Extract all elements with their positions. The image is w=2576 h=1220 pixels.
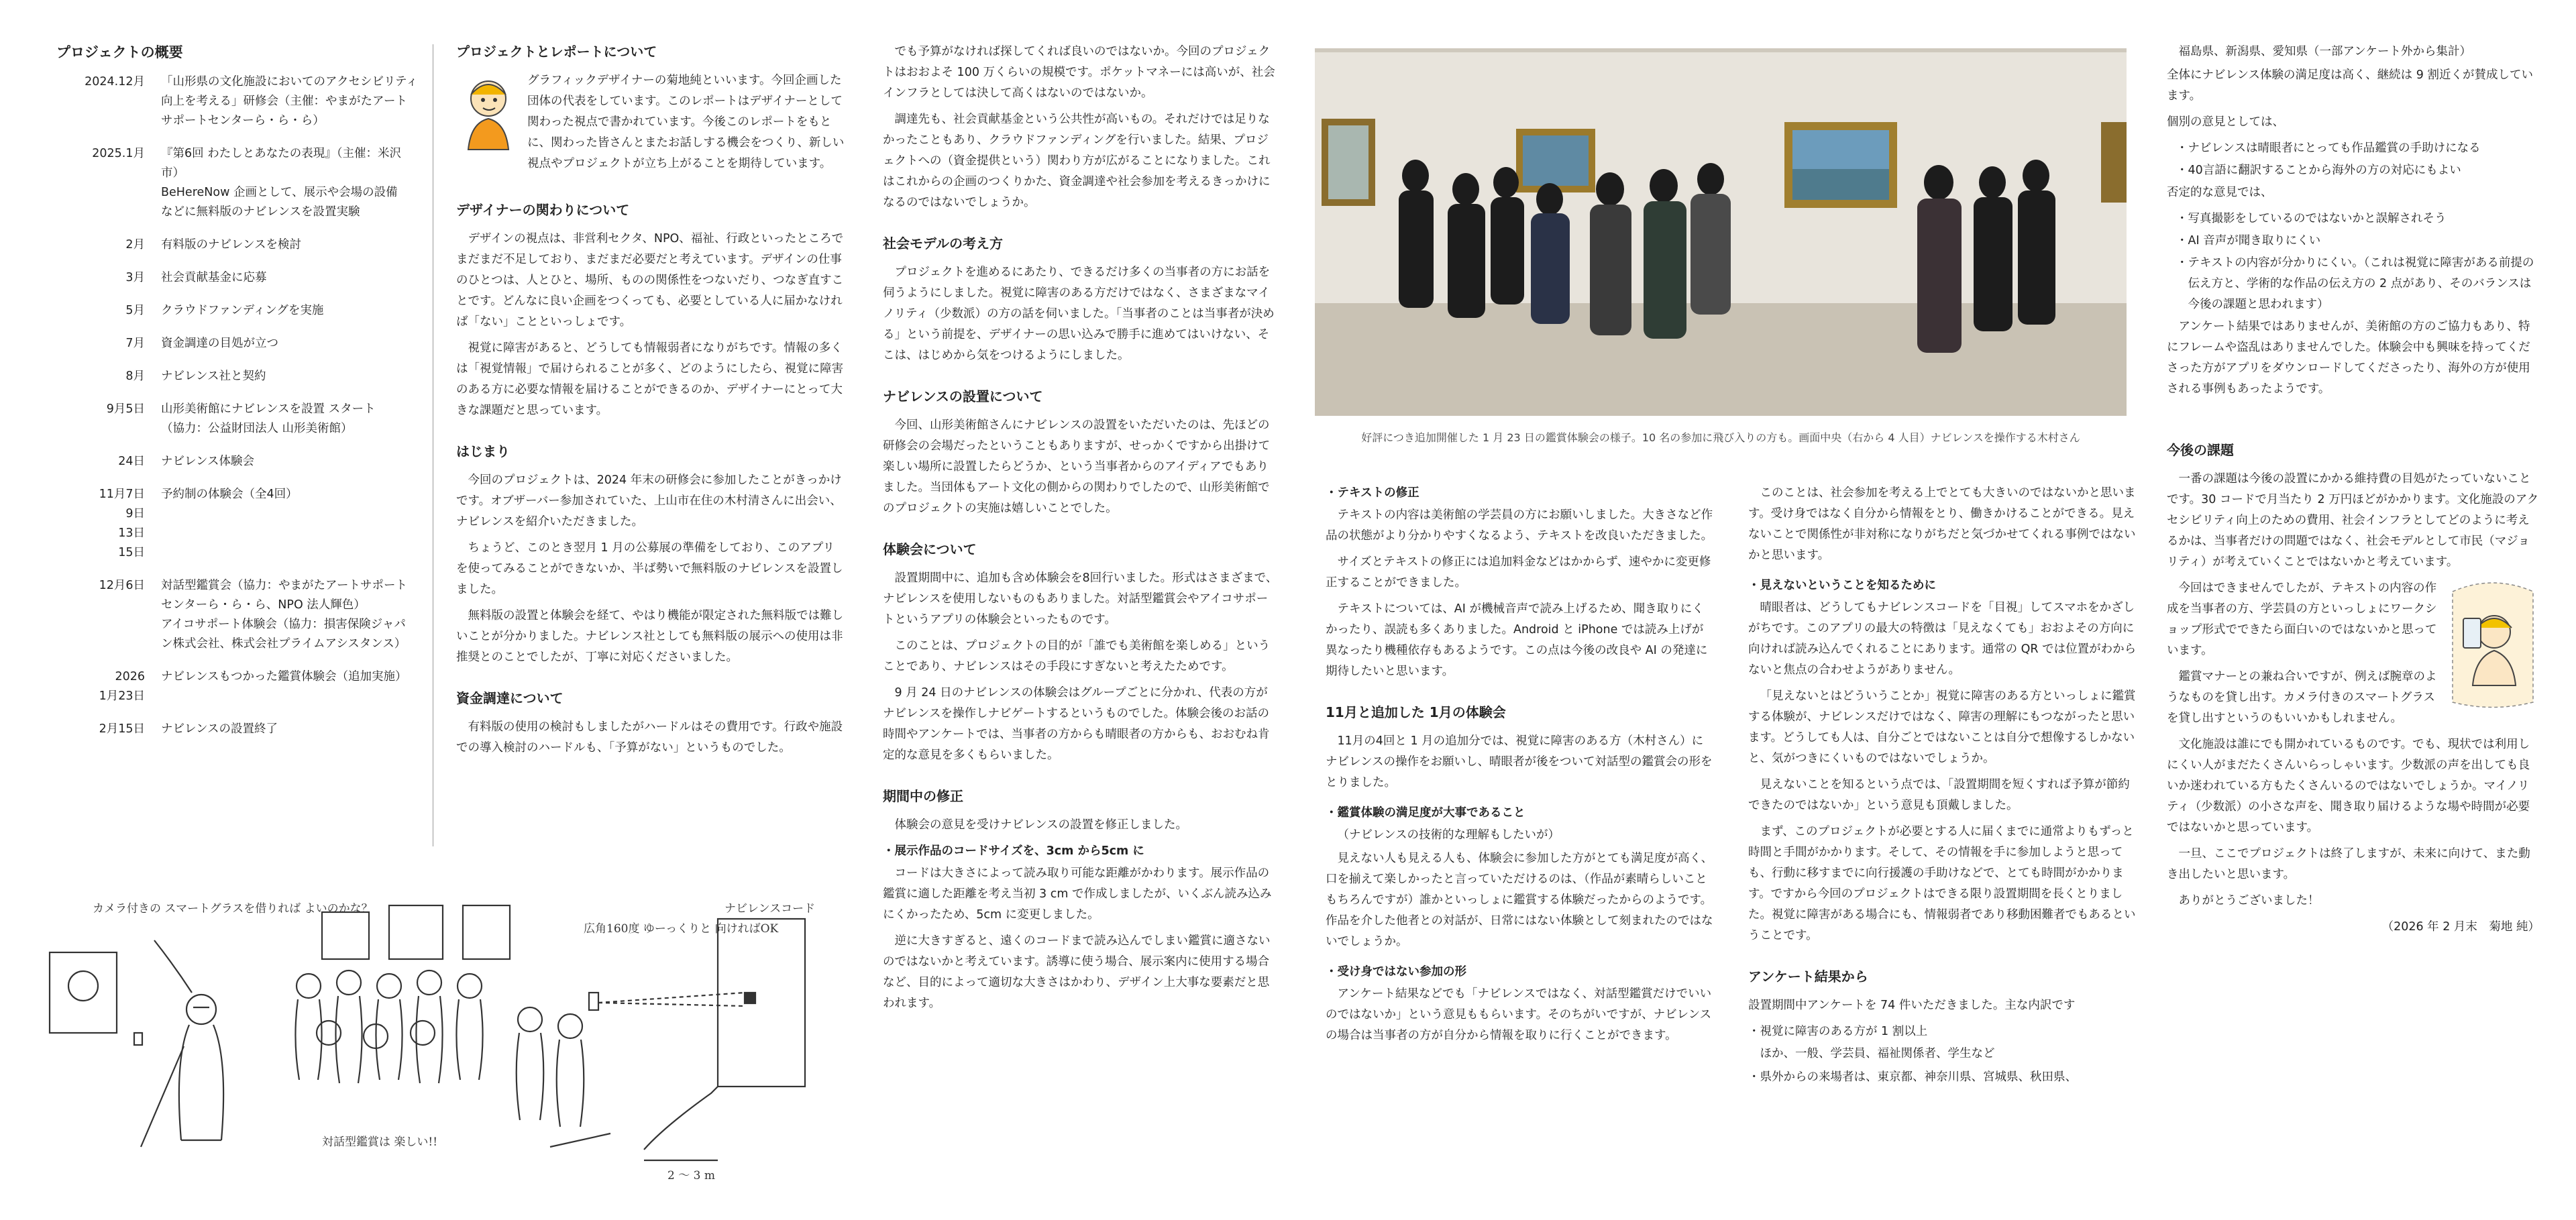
timeline-row [56, 268, 419, 288]
bullet-sub: ほか、一般、学芸員、福祉関係者、学生など [1760, 1047, 1995, 1060]
timeline-text: 社会貢献基金に応募 [161, 271, 267, 284]
timeline-date: 12月6日 [99, 579, 145, 592]
timeline-date: 24日 [118, 455, 145, 468]
paragraph: 見えない人も見える人も、体験会に参加した方がとても満足度が高く、口を揃えて楽しかったと言っていただけるのは、（作品が素晴らしいこともちろんですが）誰かといっしょに鑑賞する体験だったからのようです。作品を介した他者との対話が、日常にはない体験として刻まれたのではないでしょうか。 [1326, 852, 1713, 948]
paragraph: 今回はできませんでしたが、テキストの内容の作成を当事者の方、学芸員の方といっしょにワークショップ形式でできたら面白いのではないかと思っています。 [2167, 581, 2437, 657]
timeline-row [56, 576, 419, 654]
bullet-sub: （ナビレンスの技術的な理解もしたいが） [1337, 828, 1560, 842]
timeline-row [56, 667, 419, 706]
timeline-date: 3月 [125, 271, 145, 284]
timeline-text: 対話型鑑賞会（協力：やまがたアートサポート センターら・ら・ら、NPO 法人輝色） アイコサポート体験会（協力：損害保険ジャパ ン株式会社、株式会社プライムアシスタンス） [161, 579, 407, 651]
column-future [2167, 42, 2540, 938]
author-portrait-illustration [456, 70, 521, 151]
timeline-text: 山形美術館にナビレンスを設置 スタート （協力：公益財団法人 山形美術館） [161, 402, 376, 435]
heading-november: 11月と追加した 1月の体験会 [1326, 704, 1506, 720]
heading-about: プロジェクトとレポートについて [456, 44, 657, 60]
timeline-row [56, 144, 419, 222]
event-photo [1315, 48, 2127, 416]
heading-install: ナビレンスの設置について [883, 388, 1043, 404]
paragraph: テキストの内容は美術館の学芸員の方にお願いしました。大きさなど作品の状態がより分かりやすくなるよう、テキストを改良いただきました。 [1326, 508, 1713, 543]
paragraph: 個別の意見としては、 [2167, 115, 2284, 129]
bullet-opinion: ・AI 音声が聞き取りにくい [2176, 234, 2321, 247]
heading-survey: アンケート結果から [1748, 968, 1868, 985]
bullet-opinion: ・テキストの内容が分かりにくい。（これは視覚に障害がある前提の伝え方と、学術的な作品の伝え方の 2 点があり、そのバランスは今後の課題と思われます） [2176, 256, 2534, 311]
group-sketch [295, 905, 510, 1083]
bullet-active: ・受け身ではない参加の形 [1326, 965, 1466, 979]
column-experience [1326, 483, 1715, 1052]
photo-caption: 好評につき追加開催した 1 月 23 日の鑑賞体験会の様子。10 名の参加に飛び入りの方も。画面中央（右から 4 人目）ナビレンスを操作する木村さん [1361, 431, 2080, 444]
column-knowing [1748, 483, 2137, 1089]
timeline-row [56, 334, 419, 353]
phone-code-sketch [517, 919, 805, 1160]
paragraph: ちょうど、このとき翌月 1 月の公募展の準備をしており、このアプリを使ってみることができないか、半ば勢いで無料版のナビレンスを設置しました。 [456, 541, 843, 596]
bullet-opinion: ・写真撮影をしているのではないかと誤解されそう [2176, 212, 2447, 225]
paragraph: 今回のプロジェクトは、2024 年末の研修会に参加したことがきっかけです。オブザーバー参加されていた、上山市在住の木村清さんに出会い、ナビレンスを紹介いただきました。 [456, 474, 842, 529]
timeline-text: ナビレンスの設置終了 [161, 722, 278, 736]
heading-fix: 期間中の修正 [883, 788, 963, 804]
paragraph: 11月の4回と 1 月の追加分では、視覚に障害のある方（木村さん）にナビレンスの操作をお願いし、晴眼者が後をついて対話型の鑑賞会の形をとりました。 [1326, 734, 1713, 789]
paragraph: コードは大きさによって読み取り可能な距離がかわります。展示作品の鑑賞に適した距離を考え当初 3 cm で作成しましたが、いくぶん読み込みにくかったため、5cm に変更しました。 [883, 867, 1272, 922]
timeline-row [56, 235, 419, 255]
paragraph: 今回、山形美術館さんにナビレンスの設置をいただいたのは、先ほどの研修会の会場だったということもありますが、せっかくですから出掛けて楽しい場所に設置したらどうか、という当事者からのアイディアでもありました。当団体もアート文化の側からの関わりでしたので、山形美術館でのプロジェクトの実施は嬉しいことでした。 [883, 419, 1271, 515]
timeline-text: ナビレンス社と契約 [161, 370, 266, 383]
timeline-text: 予約制の体験会（全4回） [161, 488, 298, 501]
visit-illustrations [40, 892, 818, 1187]
column-about [456, 42, 845, 764]
paragraph: 文化施設は誰にでも開かれているものです。でも、現状では利用しにくい人がまだたくさんいらっしゃいます。少数派の声を出しても良いか迷われている方もたくさんいるのではないでしょうか。マイノリティ（少数派）の小さな声を、聞き取り届けるような場や時間が必要ではないかと思っています。 [2167, 738, 2530, 834]
cane-user-sketch [50, 940, 223, 1147]
bullet-code-size: ・展示作品のコードサイズを、3cm から5cm に [883, 844, 1144, 858]
note-dialogue: 対話型鑑賞は 楽しい!! [322, 1135, 438, 1149]
timeline-date: 2026 1月23日 [99, 670, 145, 703]
timeline-row [56, 301, 419, 321]
timeline-row [56, 485, 419, 563]
timeline-date: 5月 [125, 304, 145, 317]
paragraph: テキストについては、AI が機械音声で読み上げるため、聞き取りにくかったり、誤読も多くありました。Android と iPhone では読み上げが異なったり機種依存もあるようです。この点は今後の改良や AI の発達に期待したいと思います。 [1326, 602, 1708, 678]
paragraph: 鑑賞マナーとの兼ね合いですが、例えば腕章のようなものを貸し出す。カメラ付きのスマートグラスを貸し出すというのもいいかもしれません。 [2167, 670, 2437, 725]
bullet-satisfaction: ・鑑賞体験の満足度が大事であること [1326, 806, 1525, 820]
timeline-text: 資金調達の目処が立つ [161, 337, 278, 350]
paragraph: このことは、社会参加を考える上でとても大きいのではないかと思います。受け身ではなく自分から情報をとり、働きかけることができる。見えないことで関係性が非対称になりがちだと気づかせてくれる事例ではないかと思います。 [1748, 486, 2136, 562]
paragraph: アンケート結果ではありませんが、美術館の方のご協力もあり、特にフレームや盗乱はありませんでした。体験会中も興味を持ってくださった方がアプリをダウンロードしてくださったり、海外の方が使用される事例もあったようです。 [2167, 320, 2530, 396]
paragraph: サイズとテキストの修正には追加料金などはかからず、速やかに変更修正することができました。 [1326, 555, 1711, 590]
timeline-text: ナビレンスもつかった鑑賞体験会（追加実施） [161, 670, 407, 683]
timeline-row [56, 72, 419, 131]
paragraph: アンケート結果などでも「ナビレンスではなく、対話型鑑賞だけでいいのではないか」という意見ももらいます。そのちがいですが、ナビレンスの場合は当事者の方が自分から情報を取りに行くことができます。 [1326, 987, 1712, 1042]
bullet-opinion: ・40言語に翻訳することから海外の方の対応にもよい [2176, 164, 2461, 177]
paragraph: 調達先も、社会貢献基金という公共性が高いもの。それだけでは足りなかったこともあり、クラウドファンディングを行いました。結果、プロジェクトへの（資金提供という）関わり方が広がることになりました。これはこれからの企画のつくりかた、資金調達や社会参加を考えるきっかけになるのではないでしょうか。 [883, 113, 1271, 209]
timeline-row [56, 400, 419, 439]
note-navilens-code: ナビレンスコード [724, 902, 816, 916]
bullet-survey-2: ・県外からの来場者は、東京都、神奈川県、宮城県、秋田県、 [1748, 1070, 2077, 1084]
timeline-date: 9月5日 [106, 402, 145, 416]
paragraph: 有料版の使用の検討もしましたがハードルはその費用です。行政や施設での導入検討のハードルも、「予算がない」というものでした。 [456, 720, 843, 755]
timeline-row [56, 367, 419, 386]
paragraph: デザインの視点は、非営利セクタ、NPO、福祉、行政といったところでまだまだ不足しており、まだまだ必要だと考えています。デザインの仕事のひとつは、人とひと、場所、ものの関係性をつないだり、つなぎ直すことです。どんなに良い企画をつくっても、必要としている人に届かなければ「ない」ことといっしょです。 [456, 232, 844, 329]
timeline-text: クラウドファンディングを実施 [161, 304, 324, 317]
paragraph: グラフィックデザイナーの菊地純といいます。今回企画した団体の代表をしています。このレポートはデザイナーとして関わった視点で書かれています。今後このレポートをもとに、関わった皆さんとまたお話しする機会をつくり、新しい視点やプロジェクトが立ち上がることを期待しています。 [527, 74, 845, 170]
heading-future: 今後の課題 [2167, 442, 2234, 458]
timeline-date: 2024.12月 [85, 75, 145, 89]
paragraph: 体験会の意見を受けナビレンスの設置を修正しました。 [894, 818, 1188, 832]
paragraph: 無料版の設置と体験会を経て、やはり機能が限定された無料版では難しいことが分かりました。ナビレンス社としても無料版の展示への使用は非推奨とのことでしたが、丁寧に対応くださいました。 [456, 609, 844, 664]
smartphone-illustration [2446, 578, 2540, 712]
paragraph: 一番の課題は今後の設置にかかる維持費の目処がたっていないことです。30 コードで月当たり 2 万円ほどがかかります。文化施設のアクセシビリティ向上のための費用、社会インフラとしてどのように考えるかは、当事者だけの問題ではなく、社会モデルとして市民（マジョリティ）が考えていくことではないかと考えています。 [2167, 472, 2539, 569]
timeline-rows [56, 72, 419, 739]
paragraph: このことは、プロジェクトの目的が「誰でも美術館を楽しめる」ということであり、ナビレンスはその手段にすぎないと考えたためです。 [883, 639, 1271, 673]
bullet-knowing: ・見えないということを知るために [1748, 579, 1936, 592]
timeline-date: 2月15日 [99, 722, 145, 736]
bullet-text-fix: ・テキストの修正 [1326, 486, 1419, 500]
timeline-date: 2025.1月 [92, 147, 145, 160]
timeline-date: 11月7日 9日 13日 15日 [99, 488, 145, 559]
timeline-row [56, 452, 419, 472]
heading-social: 社会モデルの考え方 [883, 235, 1003, 252]
paragraph: 全体にナビレンス体験の満足度は高く、継続は 9 割近くが賛成しています。 [2167, 68, 2533, 103]
note-wide-angle: 広角160度 ゆーっくりと 向ければOK [584, 922, 779, 936]
paragraph: 福島県、新潟県、愛知県（一部アンケート外から集計） [2178, 45, 2471, 58]
paragraph: プロジェクトを進めるにあたり、できるだけ多くの当事者の方にお話を伺うようにしました。視覚に障害のある方だけではなく、さまざまなマイノリティ（少数派）の方の話を伺いました。「当事者のことは当事者が決める」という前提を、デザイナーの思い込みで勝手に進めてはいけない、そこは、はじめから気をつけるようにしました。 [883, 266, 1275, 362]
gallery-scene-image [1315, 48, 2127, 416]
timeline-date: 2月 [125, 238, 145, 252]
paragraph: 「見えないとはどういうことか」視覚に障害のある方といっしょに鑑賞する体験が、ナビレンスだけではなく、障害の理解にもつながったと思います。どうしても人は、自分ごとではないことは自分で想像するしかないと、気がつきにくいものではないでしょうか。 [1748, 689, 2136, 765]
timeline-date: 7月 [125, 337, 145, 350]
timeline-text: ナビレンス体験会 [161, 455, 255, 468]
future-illustrated-block [2167, 578, 2540, 729]
paragraph: 見えないことを知るという点では、「設置期間を短くすれば予算が節約できたのではないか」という意見も頂戴しました。 [1748, 778, 2130, 812]
paragraph: 設置期間中に、追加も含め体験会を8回行いました。形式はさまざまで、ナビレンスを使用しないものもありました。対話型鑑賞会やアイコサポートというアプリの体験会といったものです。 [883, 571, 1278, 626]
paragraph: 一旦、ここでプロジェクトは終了しますが、未来に向けて、また動き出したいと思います。 [2167, 847, 2530, 881]
heading-start: はじまり [456, 443, 510, 459]
paragraph: 設置期間中アンケートを 74 件いただきました。主な内訳です [1748, 999, 2076, 1012]
paragraph: 逆に大きすぎると、遠くのコードまで読み込んでしまい鑑賞に適さないのではないかと考えています。誘導に使う場合、展示案内に使用する場合など、目的によって適切な大きさはかわり、デザイン上大事な要素だと思われます。 [883, 934, 1271, 1010]
timeline-title: プロジェクトの概要 [56, 44, 183, 60]
paragraph: 9 月 24 日のナビレンスの体験会はグループごとに分かれ、代表の方がナビレンスを操作しナビゲートするというものでした。体験会後のお話の時間やアンケートでは、当事者の方からも晴眼者の方からも、おおむね肯定的な意見を多くもらいました。 [883, 686, 1270, 762]
paragraph: ありがとうございました！ [2178, 894, 2320, 907]
note-smartglass: カメラ付きの スマートグラスを借りれば よいのかな？ [93, 902, 373, 916]
heading-design: デザイナーの関わりについて [456, 202, 630, 218]
about-block [456, 70, 845, 180]
timeline-text: 「山形県の文化施設においてのアクセシビリティ 向上を考える」研修会（主催：やまがたアート サポートセンターら・ら・ら） [161, 75, 418, 127]
signature: （2026 年 2 月末 菊地 純） [2381, 920, 2540, 934]
paragraph: 否定的な意見では、 [2167, 186, 2273, 199]
timeline-text: 有料版のナビレンスを検討 [161, 238, 302, 252]
paragraph: まず、このプロジェクトが必要とする人に届くまでに通常よりもずっと時間と手間がかかります。そして、その情報を手に参加しようと思っても、行動に移すまでに向行援護の手助けなどで、とても時間がかかります。ですから今回のプロジェクトはできる限り設置期間を長くとりました。視覚に障害がある場合にも、情報弱者であり移動困難者でもあるということです。 [1748, 825, 2136, 942]
timeline-row [56, 720, 419, 739]
paragraph: でも予算がなければ探してくれば良いのではないか。今回のプロジェクトはおおよそ 100 万くらいの規模です。ポケットマネーには高いが、社会インフラとしては決して高くはないのではないか。 [883, 45, 1275, 100]
paragraph: 晴眼者は、どうしてもナビレンスコードを「目視」してスマホをかざしがちです。このアプリの最大の特徴は「見えなくても」おおよその方向に向ければ読み込んでくれることにあります。通常の QR では位置がわからないと焦点の合わせようがありません。 [1748, 601, 2137, 677]
bullet-survey-1: ・視覚に障害のある方が 1 割以上 [1748, 1025, 1928, 1038]
column-social [883, 42, 1279, 1019]
heading-fund: 資金調達について [456, 690, 564, 706]
paragraph: 視覚に障害があると、どうしても情報弱者になりがちです。情報の多くは「視覚情報」で届けられることが多く、どのようにしたら、視覚に障害のある方に必要な情報を届けることができるのか、デザイナーにとって大きな課題だと思っています。 [456, 341, 844, 417]
bullet-opinion: ・ナビレンスは晴眼者にとっても作品鑑賞の手助けになる [2176, 142, 2481, 155]
heading-event: 体験会について [883, 541, 977, 557]
timeline-text: 『第6回 わたしとあなたの表現』（主催：米沢市） BeHereNow 企画として、展示や会場の設備 などに無料版のナビレンスを設置実験 [161, 147, 401, 219]
timeline [56, 42, 419, 753]
timeline-date: 8月 [125, 370, 145, 383]
note-distance: 2 ～ 3 m [667, 1169, 715, 1182]
